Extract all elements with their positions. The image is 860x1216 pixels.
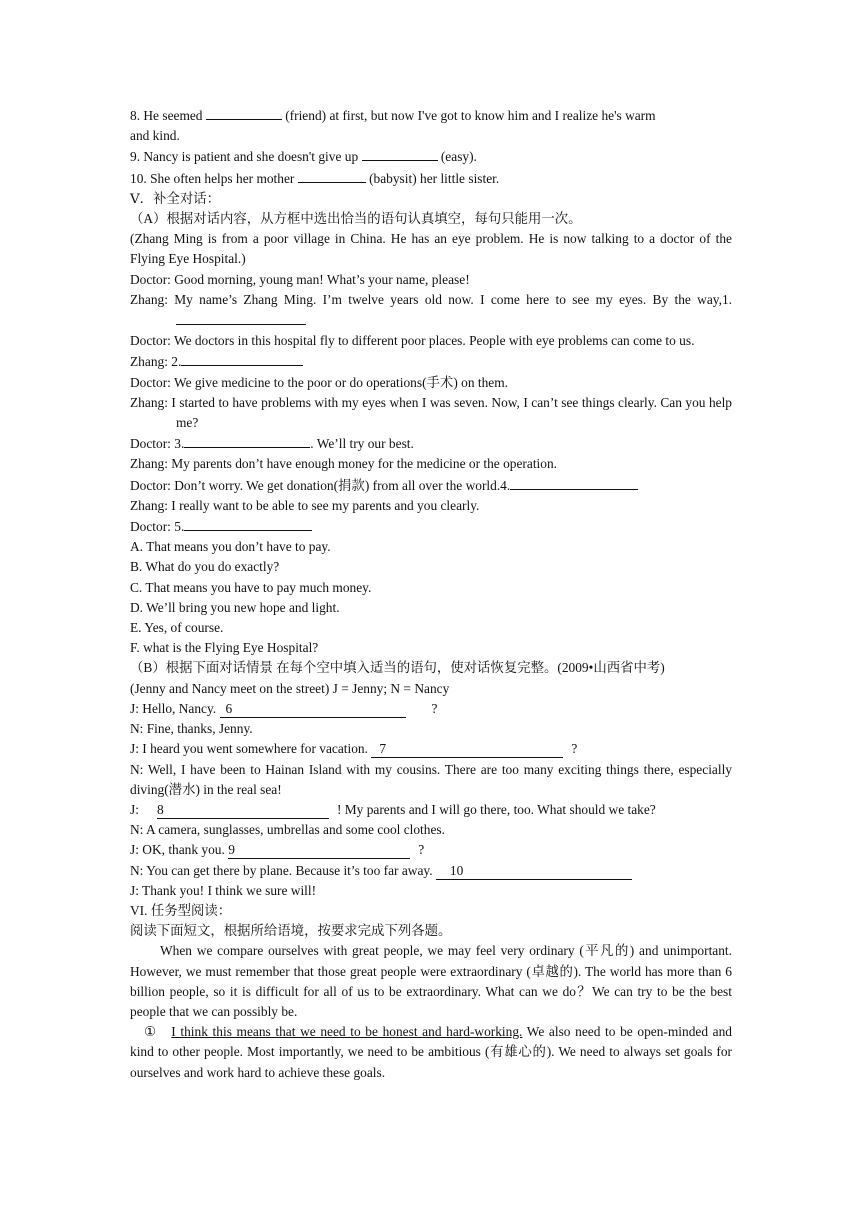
dialog-blank-4[interactable] — [510, 475, 638, 490]
option-d: D. We’ll bring you new hope and light. — [130, 599, 340, 615]
dialog-line-zhang-3: Zhang: I started to have problems with my eyes when I was seven. Now, I can’t see things clearly. Can you help me? — [130, 394, 732, 431]
option-c: C. That means you have to pay much money. — [130, 579, 372, 595]
dialog-line-zhang-5: Zhang: I really want to be able to see my parents and you clearly. — [130, 497, 480, 513]
dialog-blank-1[interactable] — [176, 310, 306, 325]
option-b: B. What do you do exactly? — [130, 559, 280, 575]
dialog-intro: (Zhang Ming is from a poor village in China. He has an eye problem. He is now talking to a doctor of the Flying Eye Hospital.) — [130, 231, 732, 267]
underlined-sentence: I think this means that we need to be honest and hard-working. — [171, 1024, 523, 1040]
dialog-b-blank-9[interactable]: 9 — [228, 842, 410, 859]
dialog-blank-5[interactable] — [184, 516, 312, 531]
dialog-b-jenny-3: J: 8 ! My parents and I will go there, too. What should we take? — [130, 801, 656, 817]
dialog-blank-3[interactable] — [184, 433, 310, 448]
dialog-b-nancy-3: N: A camera, sunglasses, umbrellas and some cool clothes. — [130, 822, 445, 838]
dialog-b-nancy-4: N: You can get there by plane. Because it’s too far away. 10 — [130, 861, 732, 881]
question-8-continued: and kind. — [130, 128, 180, 144]
dialog-blank-2[interactable] — [181, 351, 303, 366]
worksheet-page — [130, 105, 732, 1083]
dialog-line-doctor-2: Doctor: We doctors in this hospital fly to different poor places. People with eye problems can come to us. — [130, 333, 695, 349]
dialog-b-blank-8[interactable]: 8 — [157, 802, 329, 819]
dialog-b-jenny-2: J: I heard you went somewhere for vacation. 7 ? — [130, 741, 578, 757]
dialog-b-jenny-1: J: Hello, Nancy. 6 ? — [130, 700, 438, 716]
section-6-instruction: 阅读下面短文，根据所给语境，按要求完成下列各题。 — [130, 923, 452, 939]
question-10: 10. She often helps her mother (babysit) her little sister. — [130, 168, 732, 189]
dialog-line-zhang-1: Zhang: My name’s Zhang Ming. I’m twelve years old now. I come here to see my eyes. By the way,1. — [130, 290, 732, 331]
dialog-b-jenny-4: J: OK, thank you. 9 ? — [130, 842, 425, 858]
dialog-line-doctor-4: Doctor: 3. . We’ll try our best. — [130, 433, 732, 454]
dialog-b-nancy-2: N: Well, I have been to Hainan Island with my cousins. There are too many exciting things there, especially diving(潜水) in the real sea! — [130, 761, 732, 797]
reading-paragraph-2: ① I think this means that we need to be honest and hard-working. We also need to be open-minded and kind to other people. Most importantly, we need to be ambitious (有雄心的). We need to always set goals for ourselves and work hard to achieve these goals. — [130, 1024, 732, 1080]
answer-blank-8[interactable] — [206, 105, 282, 120]
option-a: A. That means you don’t have to pay. — [130, 539, 331, 555]
dialog-line-zhang-4: Zhang: My parents don’t have enough money for the medicine or the operation. — [130, 456, 558, 472]
answer-blank-9[interactable] — [362, 146, 438, 161]
option-e: E. Yes, of course. — [130, 620, 224, 636]
section-6-heading: VI. 任务型阅读： — [130, 902, 232, 918]
dialog-b-blank-7[interactable]: 7 — [371, 741, 563, 758]
dialog-b-nancy-1: N: Fine, thanks, Jenny. — [130, 721, 253, 737]
dialog-line-doctor-5: Doctor: Don’t worry. We get donation(捐款) from all over the world.4. — [130, 475, 732, 496]
question-9: 9. Nancy is patient and she doesn't give up (easy). — [130, 146, 732, 167]
dialog-b-jenny-5: J: Thank you! I think we sure will! — [130, 882, 317, 898]
question-8: 8. He seemed (friend) at first, but now I've got to know him and I realize he's warm — [130, 105, 732, 126]
dialog-line-doctor-1: Doctor: Good morning, young man! What’s your name, please! — [130, 271, 470, 287]
answer-blank-10[interactable] — [298, 168, 366, 183]
dialog-b-blank-6[interactable]: 6 — [220, 701, 406, 718]
section-5b-setting: (Jenny and Nancy meet on the street) J = Jenny; N = Nancy — [130, 680, 450, 696]
dialog-line-doctor-6: Doctor: 5. — [130, 516, 732, 537]
section-5-heading: Ⅴ．补全对话： — [130, 190, 221, 206]
option-f: F. what is the Flying Eye Hospital? — [130, 640, 319, 656]
section-5a-instruction: （A）根据对话内容，从方框中选出恰当的语句认真填空，每句只能用一次。 — [130, 211, 582, 227]
circled-number-marker: ① — [144, 1024, 158, 1040]
reading-paragraph-1: When we compare ourselves with great people, we may feel very ordinary (平凡的) and unimportant. However, we must remember that those great people were extraordinary (卓越的). The world has more than 6 billion people, so it is difficult for all of us to be extraordinary. What can we do？We can try to be the best people that we can possibly be. — [130, 943, 732, 1019]
dialog-b-blank-10[interactable]: 10 — [436, 863, 632, 880]
dialog-line-zhang-2: Zhang: 2. — [130, 351, 732, 372]
dialog-line-doctor-3: Doctor: We give medicine to the poor or do operations(手术) on them. — [130, 374, 508, 390]
section-5b-instruction: （B）根据下面对话情景 在每个空中填入适当的语句，使对话恢复完整。(2009•山西省中考) — [130, 660, 665, 676]
